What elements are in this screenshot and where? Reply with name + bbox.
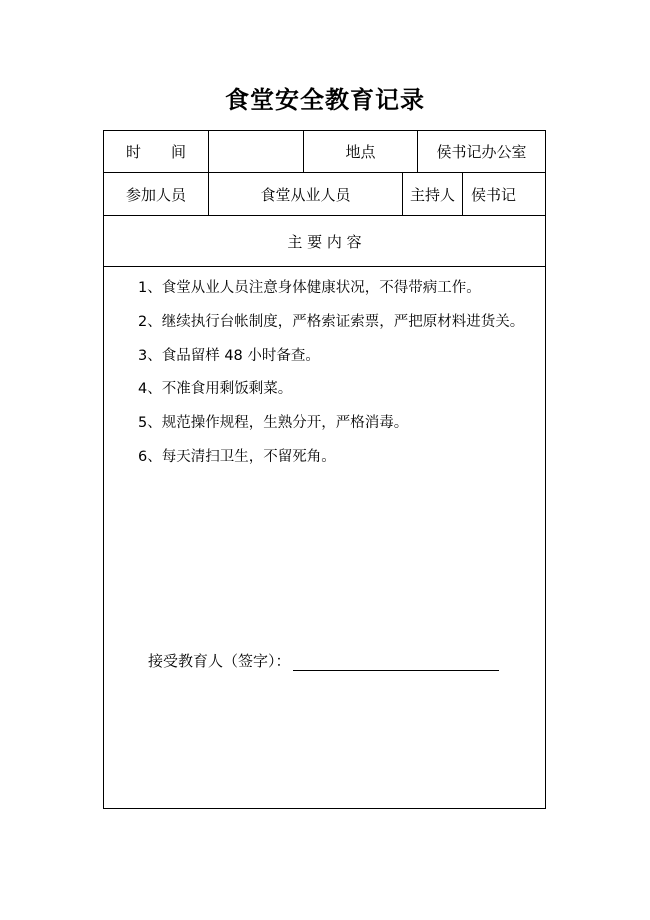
content-item-1: 1、食堂从业人员注意身体健康状况，不得带病工作。 xyxy=(138,280,481,296)
content-item-6: 6、每天清扫卫生，不留死角。 xyxy=(138,449,336,465)
participants-value: 食堂从业人员 xyxy=(260,185,351,204)
place-label: 地点 xyxy=(345,143,376,161)
host-value: 侯书记 xyxy=(471,185,517,204)
time-value-field[interactable] xyxy=(209,131,303,172)
time-label: 时 间 xyxy=(125,143,186,161)
place-value: 侯书记办公室 xyxy=(436,143,527,161)
main-content-header: 主 要 内 容 xyxy=(287,232,362,251)
content-item-2: 2、继续执行台帐制度，严格索证索票，严把原材料进货关。 xyxy=(138,314,525,330)
row-divider-3 xyxy=(104,266,545,267)
content-item-5: 5、规范操作规程，生熟分开，严格消毒。 xyxy=(138,415,409,431)
signature-field[interactable] xyxy=(293,656,499,671)
content-item-3: 3、食品留样 48 小时备查。 xyxy=(138,348,320,364)
signature-label: 接受教育人（签字）： xyxy=(148,652,291,670)
page-title: 食堂安全教育记录 xyxy=(225,86,425,114)
participants-label: 参加人员 xyxy=(125,185,186,204)
signature-row xyxy=(148,650,499,671)
host-label: 主持人 xyxy=(409,185,455,204)
record-table xyxy=(103,130,546,809)
content-item-4: 4、不准食用剩饭剩菜。 xyxy=(138,381,293,397)
